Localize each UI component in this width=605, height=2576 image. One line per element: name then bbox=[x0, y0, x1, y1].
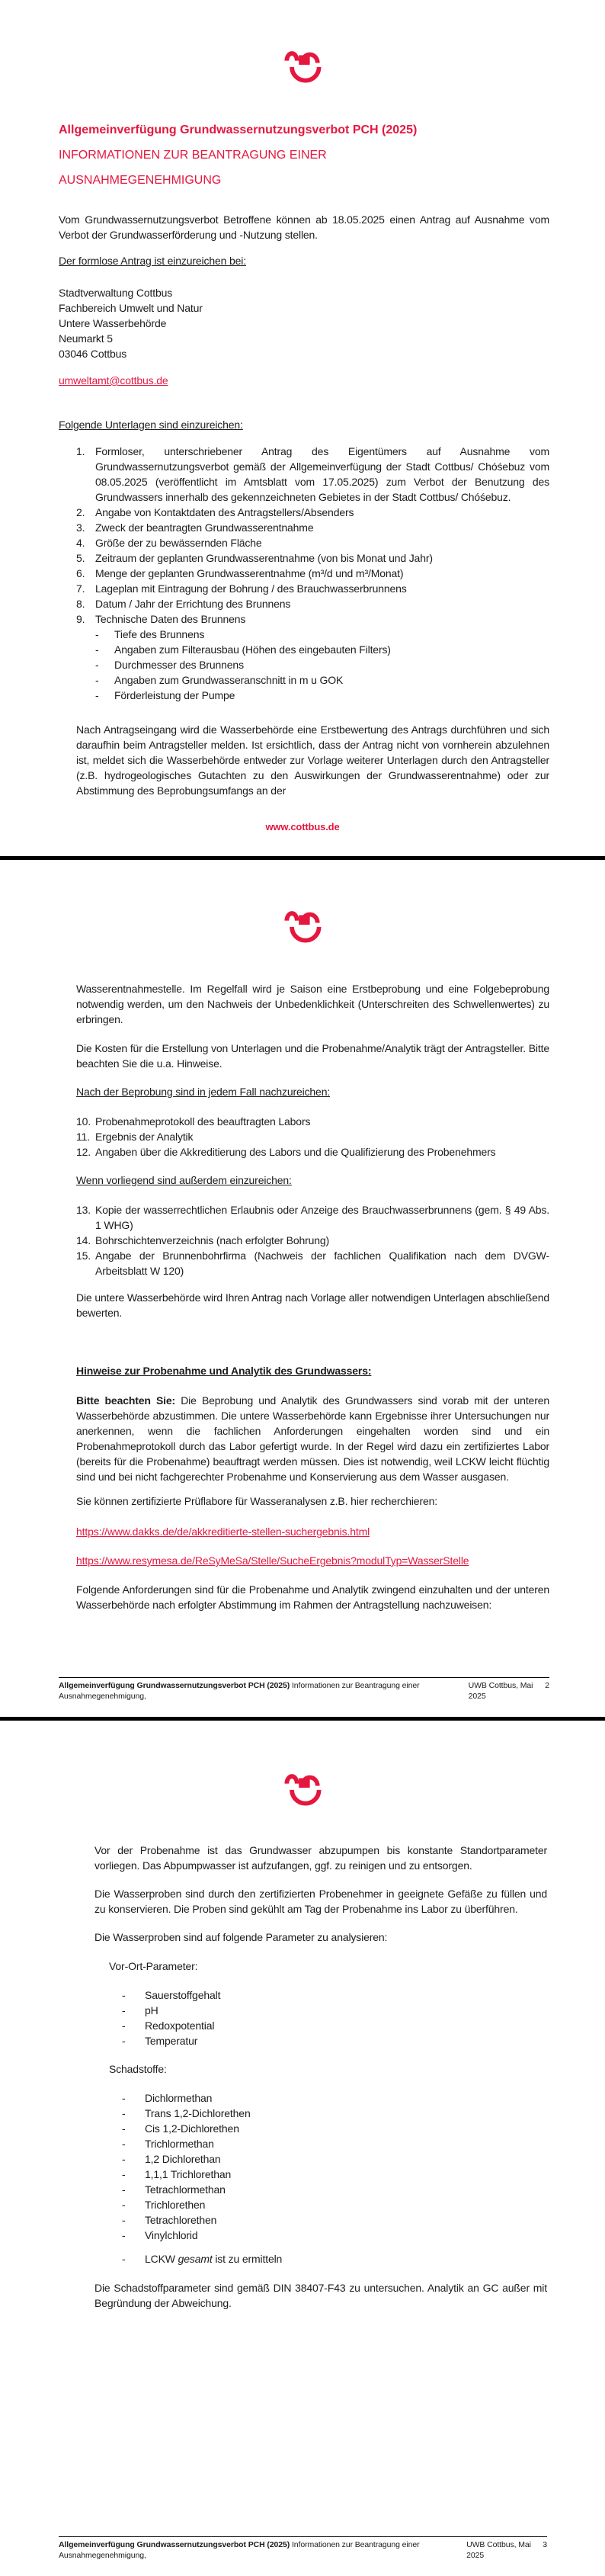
list-item-number: 6. bbox=[76, 567, 85, 579]
submit-heading: Der formlose Antrag ist einzureichen bei: bbox=[59, 255, 246, 267]
sampling-paragraph: Wasserentnahmestelle. Im Regelfall wird je Saison eine Erstbeprobung und eine Folgebeprobung notwendig werden, um den Nachweis der Unbedenklichkeit (Unterschreiten des Schwellenwertes) zu erbringen. bbox=[76, 983, 549, 1025]
footer-org-date: UWB Cottbus, Mai 2025 bbox=[468, 1681, 533, 1701]
dakks-link[interactable]: https://www.dakks.de/de/akkreditierte-stellen-suchergebnis.html bbox=[76, 1525, 370, 1538]
sub-list-item: - Durchmesser des Brunnens bbox=[114, 657, 549, 672]
pollutants-list bbox=[0, 2090, 605, 2243]
labs-intro: Sie können zertifizierte Prüflabore für Wasseranalysen z.B. hier recherchieren: bbox=[76, 1495, 437, 1507]
list-item-number: 8. bbox=[76, 598, 85, 610]
email-row bbox=[59, 373, 549, 388]
logo-row bbox=[0, 1721, 605, 1807]
list-item-text: Formloser, unterschriebener Antrag des Eigentümers auf Ausnahme vom Grundwassernutzungsverbot gemäß der Allgemeinverfügung der Stadt Cottbus/ Chóśebuz vom 08.05.2025 (veröffentlicht im Amtsblatt vom 17.05.2025) zum Verbot der Benutzung des Grundwassers innerhalb des gekennzeichneten Gebietes in der Stadt Cottbus/ Chóśebuz. bbox=[95, 445, 549, 503]
list-item-text: Datum / Jahr der Errichtung des Brunnens bbox=[95, 598, 291, 610]
list-item-number: 14. bbox=[76, 1234, 91, 1246]
footer-document-title: Allgemeinverfügung Grundwassernutzungsverbot PCH (2025) Informationen zur Beantragung einer Ausnahmegenehmigung, bbox=[59, 1681, 420, 1701]
list-item-number: 7. bbox=[76, 582, 85, 595]
list-item-number: 2. bbox=[76, 506, 85, 518]
email-link[interactable]: umweltamt@cottbus.de bbox=[59, 374, 168, 387]
list-item bbox=[76, 1202, 549, 1233]
pollutant-item: - Vinylchlorid bbox=[145, 2228, 547, 2243]
hints-heading: Hinweise zur Probenahme und Analytik des Grundwassers: bbox=[76, 1365, 372, 1377]
samples-paragraph: Die Wasserproben sind durch den zertifizierten Probenehmer in geeignete Gefäße zu füllen und zu konservieren. Die Proben sind gekühlt am Tag der Probenahme ins Labor zu überführen. bbox=[94, 1888, 547, 1915]
logo-row bbox=[0, 0, 605, 84]
address-line: Neumarkt 5 bbox=[59, 332, 113, 345]
document-page-2 bbox=[0, 860, 605, 1717]
parameter-item: - Redoxpotential bbox=[145, 2018, 547, 2033]
list-item bbox=[76, 1129, 549, 1144]
list-item-number: 10. bbox=[76, 1115, 91, 1128]
onsite-parameters-list bbox=[0, 1987, 605, 2048]
list-item-text: Probenahmeprotokoll des beauftragten Labors bbox=[95, 1115, 311, 1128]
address-line: 03046 Cottbus bbox=[59, 348, 127, 360]
list-item-number: 4. bbox=[76, 537, 85, 549]
optional-heading: Wenn vorliegend sind außerdem einzureichen: bbox=[76, 1174, 292, 1186]
footer-page-number: 2 bbox=[545, 1681, 549, 1690]
pumping-paragraph: Vor der Probenahme ist das Grundwasser abzupumpen bis konstante Standortparameter vorliegen. Das Abpumpwasser ist aufzufangen, ggf. zu reinigen und zu entsorgen. bbox=[94, 1844, 547, 1872]
parameters-intro: Die Wasserproben sind auf folgende Parameter zu analysieren: bbox=[94, 1931, 388, 1943]
note-body: Die Beprobung und Analytik des Grundwassers sind vorab mit der unteren Wasserbehörde abzustimmen. Die untere Wasserbehörde kann Ergebnisse ihrer Untersuchungen nur anerkennen, wenn die fachlichen Anforderungen eingehalten worden sind und ein Probenahmeprotokoll durch das Labor gefertigt wurde. In der Regel wird dazu ein zertifiziertes Labor (bereits für die Probenahme) beauftragt werden müssen. Dies ist notwendig, weil LCKW leicht flüchtig sind und bei nicht fachgerechter Probenahme und Konservierung aus dem Wasser ausgasen. bbox=[76, 1394, 549, 1483]
page-footer bbox=[59, 1677, 549, 1702]
list-item-number: 15. bbox=[76, 1250, 91, 1262]
sub-list-item: - Angaben zum Grundwasseranschnitt in m u GOK bbox=[114, 672, 549, 688]
list-item-number: 13. bbox=[76, 1204, 91, 1216]
list-item bbox=[76, 1233, 549, 1248]
list-item-text: Technische Daten des Brunnens bbox=[95, 613, 246, 625]
page-footer bbox=[59, 2536, 547, 2561]
link-row-dakks bbox=[76, 1524, 549, 1539]
parameter-item: - pH bbox=[145, 2003, 547, 2018]
sub-list-item: - Förderleistung der Pumpe bbox=[114, 688, 549, 703]
after-sampling-heading: Nach der Beprobung sind in jedem Fall nachzureichen: bbox=[76, 1086, 331, 1098]
list-item-number: 5. bbox=[76, 552, 85, 564]
sub-list-item: - Angaben zum Filterausbau (Höhen des eingebauten Filters) bbox=[114, 642, 549, 657]
document-page-3 bbox=[0, 1721, 605, 2576]
title-line-1: Allgemeinverfügung Grundwassernutzungsverbot PCH (2025) bbox=[59, 124, 418, 136]
docs-heading: Folgende Unterlagen sind einzureichen: bbox=[59, 419, 243, 431]
onsite-parameters-heading: Vor-Ort-Parameter: bbox=[109, 1960, 198, 1972]
title-line-2: INFORMATIONEN ZUR BEANTRAGUNG EINER bbox=[59, 149, 327, 162]
list-item bbox=[76, 1114, 549, 1129]
list-item bbox=[76, 505, 549, 520]
lckw-item: - LCKW gesamt ist zu ermitteln bbox=[145, 2251, 547, 2266]
document-page-1 bbox=[0, 0, 605, 856]
pollutant-item: - 1,1,1 Trichlorethan bbox=[145, 2167, 547, 2182]
list-item-text: Größe der zu bewässernden Fläche bbox=[95, 537, 262, 549]
resymesa-link[interactable]: https://www.resymesa.de/ReSyMeSa/Stelle/SucheErgebnis?modulTyp=WasserStelle bbox=[76, 1554, 469, 1567]
pollutants-heading: Schadstoffe: bbox=[109, 2063, 167, 2075]
list-item-number: 11. bbox=[76, 1131, 90, 1143]
sub-list-item: - Tiefe des Brunnens bbox=[114, 627, 549, 642]
list-item bbox=[76, 566, 549, 581]
list-item-number: 1. bbox=[76, 445, 85, 457]
list-item bbox=[76, 581, 549, 596]
note-paragraph bbox=[76, 1393, 549, 1484]
closing-paragraph: Nach Antragseingang wird die Wasserbehörde eine Erstbewertung des Antrags durchführen und sich daraufhin beim Antragsteller melden. Ist ersichtlich, dass der Antrag nicht von vornherein abzulehnen ist, meldet sich die Wasserbehörde entweder zur Vorlage weiterer Unterlagen durch den Antragsteller (z.B. hydrogeologisches Gutachten zu den Auswirkungen der Grundwasserentnahme) oder zur Abstimmung des Beprobungsumfangs an der bbox=[76, 723, 549, 797]
website-link[interactable]: www.cottbus.de bbox=[265, 821, 340, 832]
list-item-text: Zweck der beantragten Grundwasserentnahme bbox=[95, 521, 314, 534]
cottbus-logo-icon bbox=[283, 904, 322, 944]
list-item-text: Ergebnis der Analytik bbox=[95, 1131, 194, 1143]
list-item-text: Bohrschichtenverzeichnis (nach erfolgter Bohrung) bbox=[95, 1234, 330, 1246]
cottbus-logo-icon bbox=[283, 44, 322, 84]
address-line: Stadtverwaltung Cottbus bbox=[59, 287, 173, 299]
logo-row bbox=[0, 860, 605, 944]
list-item bbox=[76, 444, 549, 505]
address-line: Untere Wasserbehörde bbox=[59, 317, 167, 329]
list-item-text: Lageplan mit Eintragung der Bohrung / des Brauchwasserbrunnens bbox=[95, 582, 407, 595]
list-item bbox=[76, 1248, 549, 1278]
list-item bbox=[76, 611, 549, 627]
address-line: Fachbereich Umwelt und Natur bbox=[59, 302, 203, 314]
pollutant-item: - Trans 1,2-Dichlorethen bbox=[145, 2106, 547, 2121]
pollutant-item: - Trichlormethan bbox=[145, 2136, 547, 2151]
note-bold-lead: Bitte beachten Sie: bbox=[76, 1394, 176, 1407]
well-data-sublist bbox=[0, 627, 605, 703]
list-item-text: Menge der geplanten Grundwasserentnahme (m³/d und m³/Monat) bbox=[95, 567, 404, 579]
costs-paragraph: Die Kosten für die Erstellung von Unterlagen und die Probenahme/Analytik trägt der Antragsteller. Bitte beachten Sie die u.a. Hinweise. bbox=[76, 1042, 549, 1070]
pollutant-item: - Cis 1,2-Dichlorethen bbox=[145, 2121, 547, 2136]
required-documents-list bbox=[0, 444, 605, 627]
list-item-number: 3. bbox=[76, 521, 85, 534]
requirements-paragraph: Folgende Anforderungen sind für die Probenahme und Analytik zwingend einzuhalten und der unteren Wasserbehörde nach erfolgter Abstimmung im Rahmen der Antragstellung nachzuweisen: bbox=[76, 1583, 549, 1611]
list-item bbox=[76, 1144, 549, 1160]
list-item-text: Angabe der Brunnenbohrfirma (Nachweis der fachlichen Qualifikation nach dem DVGW-Arbeitsblatt W 120) bbox=[95, 1250, 549, 1277]
document-title bbox=[59, 117, 549, 193]
lckw-italic: gesamt bbox=[178, 2253, 213, 2265]
footer-org-date: UWB Cottbus, Mai 2025 bbox=[466, 2540, 531, 2560]
list-item-text: Angabe von Kontaktdaten des Antragstellers/Absenders bbox=[95, 506, 354, 518]
title-line-3: AUSNAHMEGENEHMIGUNG bbox=[59, 174, 222, 187]
list-item bbox=[76, 535, 549, 550]
assessment-paragraph: Die untere Wasserbehörde wird Ihren Antrag nach Vorlage aller notwendigen Unterlagen abschließend bewerten. bbox=[76, 1291, 549, 1319]
address-block bbox=[59, 285, 549, 361]
list-item-number: 12. bbox=[76, 1146, 91, 1158]
list-item bbox=[76, 596, 549, 611]
list-item-text: Kopie der wasserrechtlichen Erlaubnis oder Anzeige des Brauchwasserbrunnens (gem. § 49 Abs. 1 WHG) bbox=[95, 1204, 549, 1231]
post-sampling-list bbox=[0, 1114, 605, 1160]
link-row-resymesa bbox=[76, 1553, 549, 1568]
list-item-number: 9. bbox=[76, 613, 85, 625]
list-item bbox=[76, 550, 549, 566]
list-item bbox=[76, 520, 549, 535]
optional-documents-list bbox=[0, 1202, 605, 1278]
parameter-item: - Temperatur bbox=[145, 2033, 547, 2048]
cottbus-logo-icon bbox=[283, 1767, 322, 1807]
pollutant-item: - Tetrachlorethen bbox=[145, 2212, 547, 2228]
din-note-paragraph: Die Schadstoffparameter sind gemäß DIN 38407-F43 zu untersuchen. Analytik an GC außer mit Begründung der Abweichung. bbox=[94, 2282, 547, 2309]
list-item-text: Angaben über die Akkreditierung des Labors und die Qualifizierung des Probenehmers bbox=[95, 1146, 496, 1158]
list-item-text: Zeitraum der geplanten Grundwasserentnahme (von bis Monat und Jahr) bbox=[95, 552, 433, 564]
intro-paragraph: Vom Grundwassernutzungsverbot Betroffene können ab 18.05.2025 einen Antrag auf Ausnahme vom Verbot der Grundwasserförderung und -Nutzung stellen. bbox=[59, 213, 549, 241]
footer-document-title: Allgemeinverfügung Grundwassernutzungsverbot PCH (2025) Informationen zur Beantragung einer Ausnahmegenehmigung, bbox=[59, 2540, 420, 2560]
pollutant-item: - Dichlormethan bbox=[145, 2090, 547, 2106]
pollutant-item: - Trichlorethen bbox=[145, 2197, 547, 2212]
pollutant-item: - 1,2 Dichlorethan bbox=[145, 2151, 547, 2167]
parameter-item: - Sauerstoffgehalt bbox=[145, 1987, 547, 2003]
pollutant-item: - Tetrachlormethan bbox=[145, 2182, 547, 2197]
footer-page-number: 3 bbox=[543, 2540, 547, 2549]
